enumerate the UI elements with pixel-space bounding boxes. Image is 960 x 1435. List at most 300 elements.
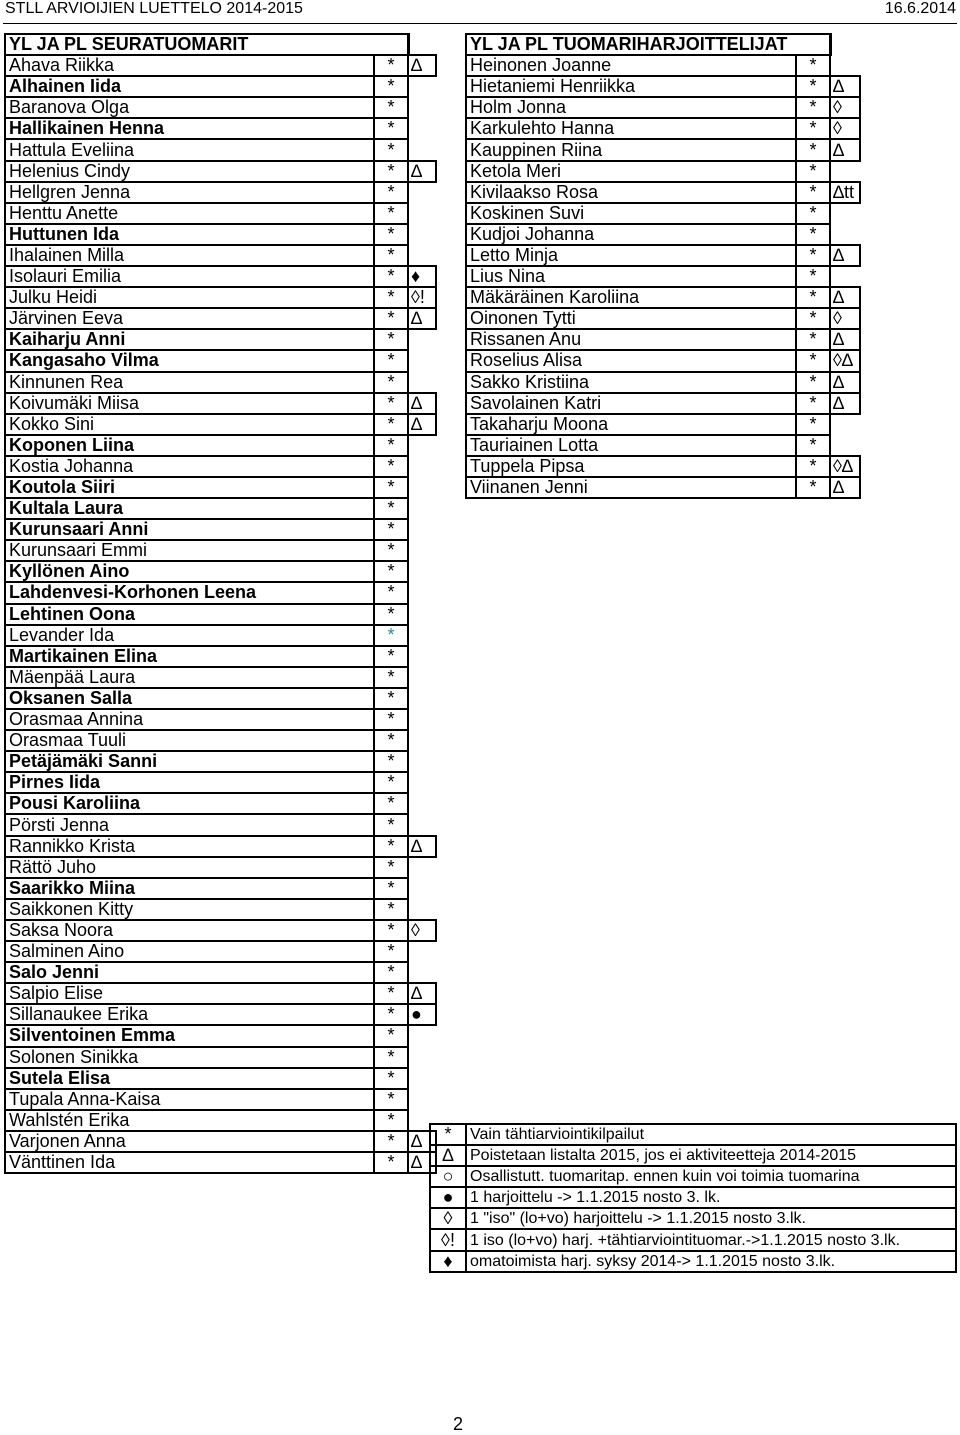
status-mark — [408, 1047, 436, 1068]
status-mark: ∆ — [830, 477, 860, 498]
status-mark — [408, 1025, 436, 1046]
member-name: Holm Jonna — [466, 97, 796, 118]
member-name: Pörsti Jenna — [5, 814, 374, 835]
member-name: Karkulehto Hanna — [466, 118, 796, 139]
status-mark — [830, 266, 860, 287]
table-row — [5, 224, 436, 245]
table-row — [5, 456, 436, 477]
member-name: Kyllönen Aino — [5, 561, 374, 582]
member-name: Oksanen Salla — [5, 688, 374, 709]
star-mark: * — [796, 97, 830, 118]
star-mark: * — [374, 519, 408, 540]
table-row — [466, 203, 860, 224]
status-mark — [408, 962, 436, 983]
title-spacer — [408, 34, 436, 55]
table-row — [5, 1025, 436, 1046]
member-name: Tauriainen Lotta — [466, 435, 796, 456]
table-row — [5, 793, 436, 814]
status-mark — [408, 941, 436, 962]
legend-symbol: ○ — [430, 1166, 466, 1187]
star-mark: * — [374, 1089, 408, 1110]
title-spacer — [830, 34, 860, 55]
table-row — [466, 161, 860, 182]
status-mark — [408, 646, 436, 667]
legend-row — [430, 1166, 956, 1187]
member-name: Hattula Eveliina — [5, 139, 374, 160]
status-mark — [408, 245, 436, 266]
status-mark: ∆ — [408, 1152, 436, 1173]
star-mark: * — [374, 498, 408, 519]
status-mark — [408, 76, 436, 97]
member-name: Martikainen Elina — [5, 646, 374, 667]
status-mark: ∆ — [830, 76, 860, 97]
table-row — [5, 582, 436, 603]
star-mark: * — [374, 118, 408, 139]
star-mark: * — [374, 793, 408, 814]
star-mark: * — [374, 245, 408, 266]
status-mark — [408, 456, 436, 477]
table-row — [5, 1068, 436, 1089]
star-mark: * — [374, 1004, 408, 1025]
status-mark: ∆ — [408, 161, 436, 182]
star-mark: * — [374, 688, 408, 709]
table-row — [5, 308, 436, 329]
star-mark: * — [374, 814, 408, 835]
member-name: Hietaniemi Henriikka — [466, 76, 796, 97]
status-mark — [408, 540, 436, 561]
legend-text: omatoimista harj. syksy 2014-> 1.1.2015 nosto 3.lk. — [466, 1251, 956, 1272]
star-mark: * — [374, 456, 408, 477]
table-row — [5, 350, 436, 371]
table-title-row — [5, 34, 436, 55]
member-name: Solonen Sinikka — [5, 1047, 374, 1068]
legend-row — [430, 1145, 956, 1166]
table-row — [5, 730, 436, 751]
legend-text: Poistetaan listalta 2015, jos ei aktiviteetteja 2014-2015 — [466, 1145, 956, 1166]
member-name: Baranova Olga — [5, 97, 374, 118]
status-mark — [408, 667, 436, 688]
star-mark: * — [374, 1047, 408, 1068]
star-mark: * — [374, 1152, 408, 1173]
status-mark: ∆ — [830, 329, 860, 350]
member-name: Tuppela Pipsa — [466, 456, 796, 477]
member-name: Petäjämäki Sanni — [5, 751, 374, 772]
status-mark — [408, 118, 436, 139]
star-mark: * — [374, 1131, 408, 1152]
table-row — [466, 456, 860, 477]
star-mark: * — [374, 983, 408, 1004]
star-mark: * — [374, 1068, 408, 1089]
member-name: Alhainen Iida — [5, 76, 374, 97]
table-row — [5, 97, 436, 118]
member-name: Isolauri Emilia — [5, 266, 374, 287]
status-mark — [830, 435, 860, 456]
table-row — [466, 266, 860, 287]
legend-text: Osallistutt. tuomaritap. ennen kuin voi toimia tuomarina — [466, 1166, 956, 1187]
star-mark: * — [374, 203, 408, 224]
status-mark — [408, 435, 436, 456]
member-name: Letto Minja — [466, 245, 796, 266]
table-row — [5, 625, 436, 646]
member-name: Salo Jenni — [5, 962, 374, 983]
status-mark: ∆ — [408, 983, 436, 1004]
status-mark: ∆ — [408, 55, 436, 76]
member-name: Koskinen Suvi — [466, 203, 796, 224]
member-name: Ketola Meri — [466, 161, 796, 182]
status-mark — [408, 899, 436, 920]
star-mark: * — [796, 161, 830, 182]
status-mark — [408, 625, 436, 646]
member-name: Julku Heidi — [5, 287, 374, 308]
table-row — [5, 561, 436, 582]
status-mark — [408, 139, 436, 160]
star-mark: * — [374, 76, 408, 97]
member-name: Sutela Elisa — [5, 1068, 374, 1089]
member-name: Kurunsaari Anni — [5, 519, 374, 540]
table-row — [5, 118, 436, 139]
star-mark: * — [374, 646, 408, 667]
legend-row — [430, 1229, 956, 1250]
status-mark — [408, 730, 436, 751]
table-row — [5, 1152, 436, 1173]
star-mark: * — [374, 139, 408, 160]
star-mark: * — [374, 730, 408, 751]
member-name: Lahdenvesi-Korhonen Leena — [5, 582, 374, 603]
star-mark: * — [796, 350, 830, 371]
member-name: Tupala Anna-Kaisa — [5, 1089, 374, 1110]
star-mark: * — [796, 224, 830, 245]
star-mark: * — [374, 899, 408, 920]
legend-row — [430, 1124, 956, 1145]
table-row — [466, 245, 860, 266]
status-mark — [408, 814, 436, 835]
star-mark: * — [374, 962, 408, 983]
table-row — [5, 604, 436, 625]
star-mark: * — [374, 477, 408, 498]
status-mark — [408, 203, 436, 224]
legend-row — [430, 1208, 956, 1229]
table-row — [5, 540, 436, 561]
status-mark: ◊ — [408, 920, 436, 941]
legend-text: 1 harjoittelu -> 1.1.2015 nosto 3. lk. — [466, 1187, 956, 1208]
table-row — [5, 1089, 436, 1110]
table-row — [466, 139, 860, 160]
status-mark — [408, 688, 436, 709]
status-mark — [408, 793, 436, 814]
status-mark — [408, 857, 436, 878]
member-name: Salminen Aino — [5, 941, 374, 962]
star-mark: * — [374, 751, 408, 772]
star-mark: * — [374, 941, 408, 962]
status-mark: ◊ — [830, 97, 860, 118]
member-name: Salpio Elise — [5, 983, 374, 1004]
member-name: Kaiharju Anni — [5, 329, 374, 350]
star-mark: * — [374, 55, 408, 76]
star-mark: * — [796, 118, 830, 139]
star-mark: * — [374, 1110, 408, 1131]
status-mark — [408, 182, 436, 203]
status-mark — [830, 55, 860, 76]
status-mark — [408, 604, 436, 625]
member-name: Lius Nina — [466, 266, 796, 287]
table-row — [5, 1047, 436, 1068]
status-mark — [408, 1089, 436, 1110]
table-row — [466, 224, 860, 245]
status-mark — [408, 582, 436, 603]
member-name: Orasmaa Annina — [5, 709, 374, 730]
table-row — [5, 414, 436, 435]
member-name: Roselius Alisa — [466, 350, 796, 371]
document-title: STLL ARVIOIJIEN LUETTELO 2014-2015 — [5, 0, 303, 17]
table-row — [466, 435, 860, 456]
star-mark: * — [796, 414, 830, 435]
star-mark: * — [374, 308, 408, 329]
table-row — [5, 203, 436, 224]
star-mark: * — [374, 414, 408, 435]
table-row — [5, 498, 436, 519]
member-name: Savolainen Katri — [466, 393, 796, 414]
table-row — [5, 329, 436, 350]
table-row — [5, 814, 436, 835]
table-row — [5, 519, 436, 540]
table-row — [5, 139, 436, 160]
star-mark: * — [374, 161, 408, 182]
star-mark: * — [374, 372, 408, 393]
star-mark: * — [796, 308, 830, 329]
status-mark — [408, 751, 436, 772]
status-mark — [408, 329, 436, 350]
table-row — [5, 245, 436, 266]
table-row — [5, 941, 436, 962]
star-mark: * — [374, 224, 408, 245]
status-mark: ∆ — [830, 245, 860, 266]
table-row — [5, 55, 436, 76]
legend-symbol: * — [430, 1124, 466, 1145]
star-mark: * — [374, 920, 408, 941]
table-row — [466, 182, 860, 203]
star-mark: * — [374, 182, 408, 203]
table-row — [466, 414, 860, 435]
status-mark — [408, 224, 436, 245]
table-row — [466, 350, 860, 371]
table-row — [5, 287, 436, 308]
legend-symbol: ◊ — [430, 1208, 466, 1229]
status-mark — [830, 224, 860, 245]
table-row — [5, 1004, 436, 1025]
table-row — [5, 962, 436, 983]
member-name: Rissanen Anu — [466, 329, 796, 350]
star-mark: * — [374, 857, 408, 878]
member-name: Mäenpää Laura — [5, 667, 374, 688]
member-name: Koutola Siiri — [5, 477, 374, 498]
legend-row — [430, 1187, 956, 1208]
tuomariharjoittelijat-table — [465, 33, 861, 499]
star-mark: * — [796, 456, 830, 477]
table-row — [466, 372, 860, 393]
star-mark: * — [374, 350, 408, 371]
table-row — [5, 435, 436, 456]
star-mark: * — [374, 540, 408, 561]
member-name: Koivumäki Miisa — [5, 393, 374, 414]
member-name: Orasmaa Tuuli — [5, 730, 374, 751]
status-mark — [408, 561, 436, 582]
table-row — [5, 688, 436, 709]
star-mark: * — [374, 709, 408, 730]
star-mark: * — [796, 203, 830, 224]
table-row — [5, 667, 436, 688]
status-mark — [830, 203, 860, 224]
member-name: Kivilaakso Rosa — [466, 182, 796, 203]
status-mark: ∆ — [408, 308, 436, 329]
member-name: Kudjoi Johanna — [466, 224, 796, 245]
table-row — [466, 55, 860, 76]
member-name: Viinanen Jenni — [466, 477, 796, 498]
member-name: Pirnes Iida — [5, 772, 374, 793]
star-mark: * — [374, 393, 408, 414]
star-mark: * — [374, 97, 408, 118]
star-mark: * — [796, 372, 830, 393]
status-mark — [408, 772, 436, 793]
page-number: 2 — [453, 1414, 464, 1434]
status-mark — [408, 878, 436, 899]
status-mark: ∆ — [830, 393, 860, 414]
status-mark: ◊∆ — [830, 350, 860, 371]
member-name: Huttunen Ida — [5, 224, 374, 245]
status-mark — [408, 519, 436, 540]
member-name: Rättö Juho — [5, 857, 374, 878]
member-name: Kostia Johanna — [5, 456, 374, 477]
status-mark — [408, 1068, 436, 1089]
table-row — [466, 393, 860, 414]
member-name: Takaharju Moona — [466, 414, 796, 435]
star-mark: * — [374, 772, 408, 793]
table-row — [5, 920, 436, 941]
status-mark: ∆ — [830, 372, 860, 393]
member-name: Kangasaho Vilma — [5, 350, 374, 371]
table-row — [466, 287, 860, 308]
legend-table — [429, 1123, 957, 1273]
table-row — [5, 477, 436, 498]
seuratuomarit-table — [4, 33, 437, 1174]
member-name: Wahlstén Erika — [5, 1110, 374, 1131]
member-name: Saikkonen Kitty — [5, 899, 374, 920]
star-mark: * — [374, 287, 408, 308]
status-mark: ● — [408, 1004, 436, 1025]
star-mark: * — [374, 836, 408, 857]
star-mark: * — [796, 139, 830, 160]
legend-text: Vain tähtiarviointikilpailut — [466, 1124, 956, 1145]
table-row — [5, 899, 436, 920]
table-row — [5, 751, 436, 772]
member-name: Oinonen Tytti — [466, 308, 796, 329]
legend-text: 1 "iso" (lo+vo) harjoittelu -> 1.1.2015 nosto 3.lk. — [466, 1208, 956, 1229]
member-name: Ahava Riikka — [5, 55, 374, 76]
table-row — [466, 118, 860, 139]
status-mark: ∆ — [408, 414, 436, 435]
table-row — [5, 1131, 436, 1152]
member-name: Helenius Cindy — [5, 161, 374, 182]
star-mark: * — [796, 55, 830, 76]
status-mark — [408, 498, 436, 519]
status-mark: ∆ — [830, 287, 860, 308]
status-mark — [408, 350, 436, 371]
member-name: Varjonen Anna — [5, 1131, 374, 1152]
legend-symbol: ◊! — [430, 1229, 466, 1250]
table-row — [466, 76, 860, 97]
table-row — [5, 393, 436, 414]
member-name: Pousi Karoliina — [5, 793, 374, 814]
status-mark: ◊∆ — [830, 456, 860, 477]
legend-row — [430, 1251, 956, 1272]
member-name: Rannikko Krista — [5, 836, 374, 857]
member-name: Hellgren Jenna — [5, 182, 374, 203]
star-mark: * — [374, 435, 408, 456]
status-mark: ∆ — [408, 393, 436, 414]
star-mark: * — [374, 625, 408, 646]
star-mark: * — [796, 393, 830, 414]
star-mark: * — [796, 76, 830, 97]
member-name: Silventoinen Emma — [5, 1025, 374, 1046]
member-name: Kokko Sini — [5, 414, 374, 435]
member-name: Kurunsaari Emmi — [5, 540, 374, 561]
status-mark — [830, 414, 860, 435]
status-mark — [408, 709, 436, 730]
status-mark: ∆ — [408, 1131, 436, 1152]
star-mark: * — [374, 561, 408, 582]
table-title-row — [466, 34, 860, 55]
member-name: Koponen Liina — [5, 435, 374, 456]
member-name: Sillanaukee Erika — [5, 1004, 374, 1025]
status-mark: ∆ — [830, 139, 860, 160]
table-row — [5, 1110, 436, 1131]
table-row — [5, 857, 436, 878]
member-name: Mäkäräinen Karoliina — [466, 287, 796, 308]
member-name: Sakko Kristiina — [466, 372, 796, 393]
table-row — [5, 76, 436, 97]
document-date: 16.6.2014 — [884, 0, 956, 17]
member-name: Henttu Anette — [5, 203, 374, 224]
star-mark: * — [374, 878, 408, 899]
table-row — [466, 477, 860, 498]
table-row — [5, 182, 436, 203]
member-name: Lehtinen Oona — [5, 604, 374, 625]
table-title: YL JA PL SEURATUOMARIT — [5, 34, 408, 55]
status-mark — [408, 477, 436, 498]
legend-text: 1 iso (lo+vo) harj. +tähtiarviointituomar.->1.1.2015 nosto 3.lk. — [466, 1229, 956, 1250]
star-mark: * — [374, 1025, 408, 1046]
star-mark: * — [796, 477, 830, 498]
status-mark: ∆tt — [830, 182, 860, 203]
status-mark — [830, 161, 860, 182]
table-row — [466, 308, 860, 329]
status-mark: ◊ — [830, 118, 860, 139]
member-name: Hallikainen Henna — [5, 118, 374, 139]
table-row — [5, 836, 436, 857]
table-row — [5, 709, 436, 730]
status-mark: ◊! — [408, 287, 436, 308]
status-mark: ◊ — [830, 308, 860, 329]
star-mark: * — [796, 245, 830, 266]
star-mark: * — [374, 582, 408, 603]
star-mark: * — [374, 266, 408, 287]
star-mark: * — [796, 287, 830, 308]
table-row — [5, 161, 436, 182]
table-row — [5, 646, 436, 667]
member-name: Kinnunen Rea — [5, 372, 374, 393]
table-row — [5, 878, 436, 899]
header-divider — [3, 23, 957, 24]
star-mark: * — [374, 667, 408, 688]
